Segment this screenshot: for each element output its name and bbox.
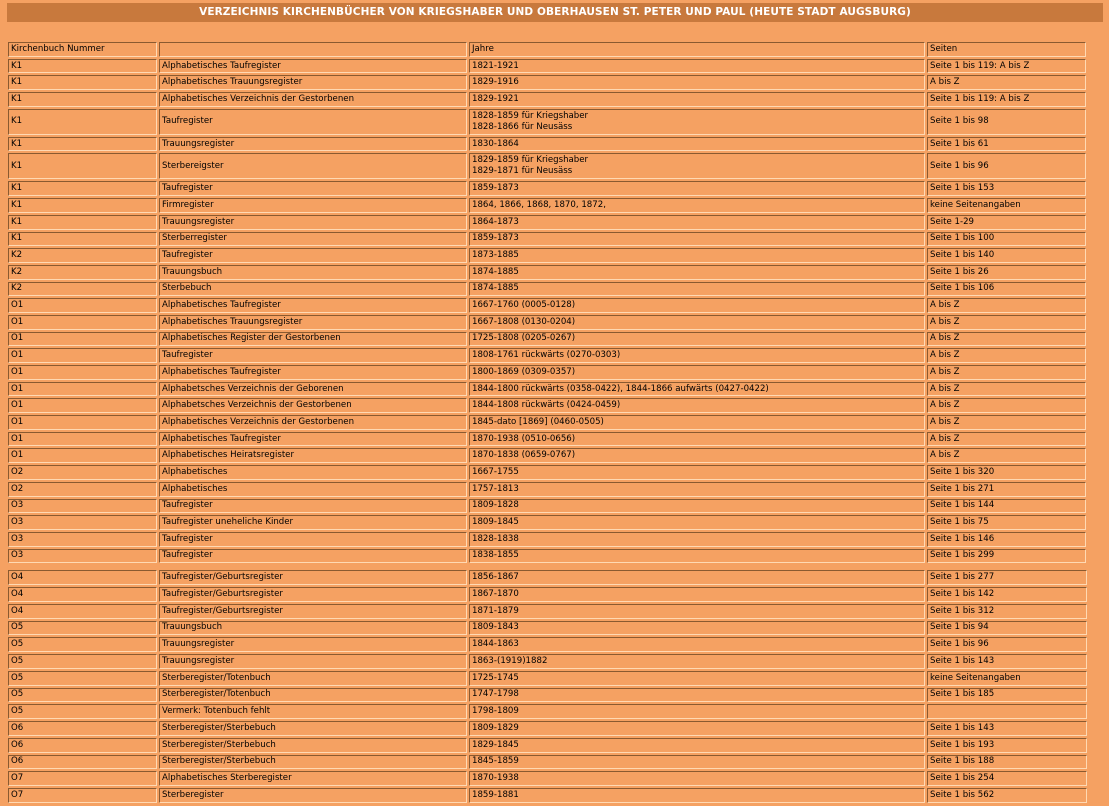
cell-jahre <box>469 248 925 263</box>
table-row <box>8 621 1087 636</box>
cell-bezeichnung: Sterberegister/Sterbebuch <box>159 738 467 753</box>
cell-bezeichnung: Sterberegister/Totenbuch <box>159 671 467 686</box>
cell-seiten: Seite 1 bis 271 <box>927 482 1086 497</box>
cell-jahre <box>469 398 925 413</box>
cell-bezeichnung: Trauungsregister <box>159 654 467 669</box>
cell-jahre <box>469 549 925 564</box>
table-row <box>8 415 1086 430</box>
jahre-line: 1667-1808 (0130-0204) <box>472 316 576 327</box>
cell-bezeichnung: Firmregister <box>159 198 467 213</box>
cell-seiten: A bis Z <box>927 448 1086 463</box>
cell-kirchenbuch-nummer: O4 <box>8 604 157 619</box>
cell-bezeichnung: Taufregister/Geburtsregister <box>159 604 467 619</box>
table-row <box>8 654 1087 669</box>
jahre-line: 1844-1863 <box>472 639 519 650</box>
table-row <box>8 482 1086 497</box>
table-row <box>8 215 1086 230</box>
cell-jahre <box>469 738 925 753</box>
cell-kirchenbuch-nummer: K1 <box>8 232 157 247</box>
cell-bezeichnung: Taufregister <box>159 549 467 564</box>
jahre-line: 1870-1938 <box>472 773 519 784</box>
jahre-line: 1864, 1866, 1868, 1870, 1872, <box>472 199 606 210</box>
jahre-line: 1871-1879 <box>472 605 519 616</box>
cell-seiten: keine Seitenangaben <box>927 198 1086 213</box>
table-row <box>8 382 1086 397</box>
jahre-line: 1829-1871 für Neusäss <box>472 166 573 177</box>
cell-seiten: Seite 1 bis 143 <box>927 654 1087 669</box>
cell-kirchenbuch-nummer: O5 <box>8 654 157 669</box>
jahre-line: 1856-1867 <box>472 572 519 583</box>
cell-jahre <box>469 637 925 652</box>
cell-bezeichnung: Taufregister <box>159 348 467 363</box>
header-kirchenbuch-nummer: Kirchenbuch Nummer <box>8 42 157 57</box>
cell-kirchenbuch-nummer: O3 <box>8 549 157 564</box>
cell-jahre <box>469 587 925 602</box>
cell-jahre <box>469 788 925 803</box>
cell-bezeichnung: Alphabetisches Register der Gestorbenen <box>159 332 467 347</box>
cell-kirchenbuch-nummer: O5 <box>8 637 157 652</box>
cell-jahre <box>469 382 925 397</box>
page-title: VERZEICHNIS KIRCHENBÜCHER VON KRIEGSHABER UND OBERHAUSEN ST. PETER UND PAUL (HEUTE STADT AUGSBURG) <box>7 3 1103 22</box>
cell-kirchenbuch-nummer: O5 <box>8 704 157 719</box>
register-table-1 <box>6 40 1088 565</box>
table-row <box>8 282 1086 297</box>
table-row <box>8 532 1086 547</box>
cell-kirchenbuch-nummer: K1 <box>8 75 157 90</box>
cell-jahre <box>469 198 925 213</box>
cell-kirchenbuch-nummer: K1 <box>8 181 157 196</box>
cell-seiten: keine Seitenangaben <box>927 671 1087 686</box>
table-row <box>8 671 1087 686</box>
jahre-line: 1870-1838 (0659-0767) <box>472 450 576 461</box>
cell-seiten <box>927 704 1087 719</box>
table-row <box>8 738 1087 753</box>
cell-seiten: Seite 1 bis 94 <box>927 621 1087 636</box>
table-row <box>8 771 1087 786</box>
cell-seiten: Seite 1 bis 75 <box>927 515 1086 530</box>
cell-bezeichnung: Taufregister uneheliche Kinder <box>159 515 467 530</box>
jahre-line: 1821-1921 <box>472 60 519 71</box>
cell-seiten: Seite 1 bis 193 <box>927 738 1087 753</box>
cell-bezeichnung: Taufregister <box>159 532 467 547</box>
cell-bezeichnung: Taufregister <box>159 499 467 514</box>
jahre-line: 1844-1800 rückwärts (0358-0422), 1844-1866 aufwärts (0427-0422) <box>472 383 769 394</box>
cell-kirchenbuch-nummer: O2 <box>8 482 157 497</box>
jahre-line: 1747-1798 <box>472 689 519 700</box>
cell-seiten: Seite 1 bis 98 <box>927 109 1086 135</box>
cell-seiten: Seite 1 bis 26 <box>927 265 1086 280</box>
jahre-line: 1830-1864 <box>472 138 519 149</box>
cell-jahre <box>469 515 925 530</box>
cell-seiten: Seite 1 bis 119: A bis Z <box>927 92 1086 107</box>
cell-seiten: A bis Z <box>927 382 1086 397</box>
jahre-line: 1870-1938 (0510-0656) <box>472 433 576 444</box>
jahre-line: 1667-1760 (0005-0128) <box>472 300 576 311</box>
cell-kirchenbuch-nummer: O1 <box>8 398 157 413</box>
cell-seiten: Seite 1 bis 562 <box>927 788 1087 803</box>
cell-jahre <box>469 704 925 719</box>
jahre-line: 1859-1873 <box>472 233 519 244</box>
cell-jahre <box>469 298 925 313</box>
cell-bezeichnung: Sterbereigster <box>159 153 467 179</box>
cell-kirchenbuch-nummer: K2 <box>8 248 157 263</box>
cell-seiten: Seite 1 bis 100 <box>927 232 1086 247</box>
cell-bezeichnung: Taufregister/Geburtsregister <box>159 570 467 585</box>
cell-seiten: Seite 1 bis 153 <box>927 181 1086 196</box>
cell-kirchenbuch-nummer: O1 <box>8 415 157 430</box>
jahre-line: 1838-1855 <box>472 550 519 561</box>
cell-jahre <box>469 265 925 280</box>
cell-kirchenbuch-nummer: O4 <box>8 570 157 585</box>
cell-seiten: Seite 1 bis 140 <box>927 248 1086 263</box>
jahre-line: 1874-1885 <box>472 266 519 277</box>
cell-jahre <box>469 532 925 547</box>
cell-kirchenbuch-nummer: K1 <box>8 59 157 74</box>
cell-bezeichnung: Trauungsbuch <box>159 621 467 636</box>
cell-jahre <box>469 771 925 786</box>
cell-kirchenbuch-nummer: O1 <box>8 332 157 347</box>
header-row <box>8 42 1086 57</box>
jahre-line: 1808-1761 rückwärts (0270-0303) <box>472 350 621 361</box>
table-row <box>8 232 1086 247</box>
table-row <box>8 181 1086 196</box>
cell-jahre <box>469 482 925 497</box>
cell-jahre <box>469 415 925 430</box>
cell-seiten: Seite 1 bis 146 <box>927 532 1086 547</box>
cell-kirchenbuch-nummer: O6 <box>8 721 157 736</box>
table-row <box>8 365 1086 380</box>
cell-bezeichnung: Alphabetisches Taufregister <box>159 432 467 447</box>
jahre-line: 1828-1866 für Neusäss <box>472 121 573 132</box>
cell-jahre <box>469 448 925 463</box>
cell-seiten: Seite 1 bis 188 <box>927 755 1087 770</box>
table-row <box>8 137 1086 152</box>
cell-bezeichnung: Taufregister <box>159 248 467 263</box>
cell-seiten: Seite 1 bis 61 <box>927 137 1086 152</box>
cell-seiten: Seite 1 bis 312 <box>927 604 1087 619</box>
cell-bezeichnung: Alphabetisches Verzeichnis der Gestorbenen <box>159 92 467 107</box>
cell-kirchenbuch-nummer: O3 <box>8 532 157 547</box>
cell-kirchenbuch-nummer: K1 <box>8 92 157 107</box>
cell-kirchenbuch-nummer: O1 <box>8 432 157 447</box>
cell-jahre <box>469 654 925 669</box>
table-row <box>8 398 1086 413</box>
jahre-line: 1757-1813 <box>472 483 519 494</box>
cell-kirchenbuch-nummer: O6 <box>8 738 157 753</box>
cell-jahre <box>469 215 925 230</box>
cell-seiten: A bis Z <box>927 315 1086 330</box>
cell-jahre <box>469 137 925 152</box>
cell-bezeichnung: Sterberegister/Sterbebuch <box>159 755 467 770</box>
jahre-line: 1829-1916 <box>472 77 519 88</box>
cell-kirchenbuch-nummer: O5 <box>8 671 157 686</box>
cell-kirchenbuch-nummer: O2 <box>8 465 157 480</box>
cell-jahre <box>469 92 925 107</box>
cell-jahre <box>469 59 925 74</box>
table-row <box>8 348 1086 363</box>
cell-kirchenbuch-nummer: O4 <box>8 587 157 602</box>
jahre-line: 1829-1859 für Kriegshaber <box>472 155 589 166</box>
cell-seiten: A bis Z <box>927 75 1086 90</box>
cell-jahre <box>469 671 925 686</box>
cell-jahre <box>469 570 925 585</box>
cell-seiten: A bis Z <box>927 332 1086 347</box>
table-row <box>8 637 1087 652</box>
jahre-line: 1867-1870 <box>472 588 519 599</box>
table-row <box>8 788 1087 803</box>
cell-kirchenbuch-nummer: O1 <box>8 382 157 397</box>
jahre-line: 1863-(1919)1882 <box>472 655 548 666</box>
cell-jahre <box>469 721 925 736</box>
cell-jahre <box>469 315 925 330</box>
cell-kirchenbuch-nummer: O1 <box>8 448 157 463</box>
cell-seiten: Seite 1 bis 277 <box>927 570 1087 585</box>
cell-jahre <box>469 604 925 619</box>
cell-seiten: Seite 1 bis 144 <box>927 499 1086 514</box>
cell-bezeichnung: Sterberegister <box>159 788 467 803</box>
table-row <box>8 465 1086 480</box>
table-row <box>8 499 1086 514</box>
cell-jahre <box>469 181 925 196</box>
table-row <box>8 515 1086 530</box>
jahre-line: 1845-dato [1869] (0460-0505) <box>472 416 604 427</box>
table-row <box>8 432 1086 447</box>
table-row <box>8 587 1087 602</box>
cell-kirchenbuch-nummer: K1 <box>8 137 157 152</box>
cell-bezeichnung: Taufregister/Geburtsregister <box>159 587 467 602</box>
table-row <box>8 332 1086 347</box>
jahre-line: 1809-1843 <box>472 622 519 633</box>
cell-kirchenbuch-nummer: O3 <box>8 515 157 530</box>
cell-seiten: Seite 1 bis 96 <box>927 153 1086 179</box>
cell-seiten: Seite 1 bis 119: A bis Z <box>927 59 1086 74</box>
cell-bezeichnung: Alphabetisches Heiratsregister <box>159 448 467 463</box>
jahre-line: 1829-1845 <box>472 739 519 750</box>
cell-kirchenbuch-nummer: O1 <box>8 348 157 363</box>
cell-seiten: A bis Z <box>927 415 1086 430</box>
cell-bezeichnung: Alphabetisches Trauungsregister <box>159 75 467 90</box>
cell-jahre <box>469 75 925 90</box>
jahre-line: 1828-1838 <box>472 533 519 544</box>
cell-kirchenbuch-nummer: O7 <box>8 771 157 786</box>
cell-seiten: A bis Z <box>927 298 1086 313</box>
cell-bezeichnung: Taufregister <box>159 181 467 196</box>
jahre-line: 1800-1869 (0309-0357) <box>472 366 576 377</box>
table-row <box>8 604 1087 619</box>
cell-bezeichnung: Trauungsregister <box>159 215 467 230</box>
table-row <box>8 448 1086 463</box>
table-row <box>8 153 1086 179</box>
jahre-line: 1859-1873 <box>472 183 519 194</box>
cell-jahre <box>469 621 925 636</box>
table-row <box>8 755 1087 770</box>
cell-kirchenbuch-nummer: O1 <box>8 298 157 313</box>
cell-bezeichnung: Alphabetisches Taufregister <box>159 298 467 313</box>
cell-seiten: Seite 1 bis 143 <box>927 721 1087 736</box>
table-row <box>8 688 1087 703</box>
cell-jahre <box>469 499 925 514</box>
table-row <box>8 704 1087 719</box>
cell-jahre <box>469 332 925 347</box>
cell-bezeichnung: Vermerk: Totenbuch fehlt <box>159 704 467 719</box>
cell-jahre <box>469 365 925 380</box>
cell-jahre <box>469 688 925 703</box>
jahre-line: 1725-1745 <box>472 672 519 683</box>
cell-kirchenbuch-nummer: O5 <box>8 688 157 703</box>
cell-jahre <box>469 282 925 297</box>
cell-kirchenbuch-nummer: K2 <box>8 282 157 297</box>
cell-kirchenbuch-nummer: K1 <box>8 198 157 213</box>
register-table-2 <box>6 568 1089 805</box>
jahre-line: 1859-1881 <box>472 789 519 800</box>
cell-kirchenbuch-nummer: O7 <box>8 788 157 803</box>
jahre-line: 1874-1885 <box>472 283 519 294</box>
header-jahre: Jahre <box>469 42 925 57</box>
table-row <box>8 92 1086 107</box>
table-row <box>8 315 1086 330</box>
jahre-line: 1798-1809 <box>472 706 519 717</box>
cell-seiten: A bis Z <box>927 398 1086 413</box>
cell-seiten: Seite 1 bis 254 <box>927 771 1087 786</box>
cell-seiten: A bis Z <box>927 348 1086 363</box>
jahre-line: 1873-1885 <box>472 250 519 261</box>
register-tables <box>6 40 1089 805</box>
table-row <box>8 198 1086 213</box>
cell-jahre <box>469 232 925 247</box>
cell-seiten: Seite 1 bis 96 <box>927 637 1087 652</box>
cell-jahre <box>469 465 925 480</box>
cell-seiten: Seite 1 bis 320 <box>927 465 1086 480</box>
cell-bezeichnung: Alphabetisches Verzeichnis der Gestorbenen <box>159 415 467 430</box>
cell-bezeichnung: Alphabetsches Verzeichnis der Geborenen <box>159 382 467 397</box>
cell-bezeichnung: Trauungsregister <box>159 137 467 152</box>
cell-bezeichnung: Sterberregister <box>159 232 467 247</box>
table-row <box>8 549 1086 564</box>
cell-kirchenbuch-nummer: K1 <box>8 153 157 179</box>
cell-bezeichnung: Trauungsregister <box>159 637 467 652</box>
cell-bezeichnung: Sterbebuch <box>159 282 467 297</box>
header-seiten: Seiten <box>927 42 1086 57</box>
cell-bezeichnung: Sterberegister/Sterbebuch <box>159 721 467 736</box>
jahre-line: 1844-1808 rückwärts (0424-0459) <box>472 400 621 411</box>
jahre-line: 1725-1808 (0205-0267) <box>472 333 576 344</box>
jahre-line: 1828-1859 für Kriegshaber <box>472 110 589 121</box>
table-row <box>8 721 1087 736</box>
header-bezeichnung <box>159 42 467 57</box>
cell-kirchenbuch-nummer: O6 <box>8 755 157 770</box>
jahre-line: 1809-1828 <box>472 500 519 511</box>
cell-bezeichnung: Alphabetisches Trauungsregister <box>159 315 467 330</box>
cell-bezeichnung: Sterberegister/Totenbuch <box>159 688 467 703</box>
jahre-line: 1829-1921 <box>472 93 519 104</box>
table-row <box>8 265 1086 280</box>
cell-jahre <box>469 109 925 135</box>
jahre-line: 1845-1859 <box>472 756 519 767</box>
cell-jahre <box>469 348 925 363</box>
cell-seiten: Seite 1 bis 106 <box>927 282 1086 297</box>
cell-kirchenbuch-nummer: O1 <box>8 315 157 330</box>
table-row <box>8 59 1086 74</box>
table-row <box>8 109 1086 135</box>
cell-seiten: Seite 1 bis 142 <box>927 587 1087 602</box>
cell-bezeichnung: Alphabetisches <box>159 482 467 497</box>
table-row <box>8 570 1087 585</box>
table-row <box>8 75 1086 90</box>
cell-kirchenbuch-nummer: O3 <box>8 499 157 514</box>
cell-kirchenbuch-nummer: K1 <box>8 109 157 135</box>
table-row <box>8 248 1086 263</box>
jahre-line: 1809-1845 <box>472 517 519 528</box>
cell-jahre <box>469 432 925 447</box>
cell-seiten: Seite 1 bis 299 <box>927 549 1086 564</box>
cell-kirchenbuch-nummer: K2 <box>8 265 157 280</box>
cell-bezeichnung: Alphabetisches Taufregister <box>159 59 467 74</box>
cell-seiten: A bis Z <box>927 432 1086 447</box>
jahre-line: 1667-1755 <box>472 466 519 477</box>
cell-bezeichnung: Trauungsbuch <box>159 265 467 280</box>
cell-jahre <box>469 153 925 179</box>
jahre-line: 1809-1829 <box>472 722 519 733</box>
jahre-line: 1864-1873 <box>472 216 519 227</box>
cell-kirchenbuch-nummer: K1 <box>8 215 157 230</box>
cell-seiten: Seite 1-29 <box>927 215 1086 230</box>
cell-bezeichnung: Alphabetisches <box>159 465 467 480</box>
cell-bezeichnung: Alphabetisches Taufregister <box>159 365 467 380</box>
cell-bezeichnung: Alphabetsches Verzeichnis der Gestorbenen <box>159 398 467 413</box>
cell-seiten: Seite 1 bis 185 <box>927 688 1087 703</box>
cell-bezeichnung: Alphabetisches Sterberegister <box>159 771 467 786</box>
cell-seiten: A bis Z <box>927 365 1086 380</box>
cell-kirchenbuch-nummer: O5 <box>8 621 157 636</box>
cell-kirchenbuch-nummer: O1 <box>8 365 157 380</box>
table-row <box>8 298 1086 313</box>
cell-bezeichnung: Taufregister <box>159 109 467 135</box>
cell-jahre <box>469 755 925 770</box>
